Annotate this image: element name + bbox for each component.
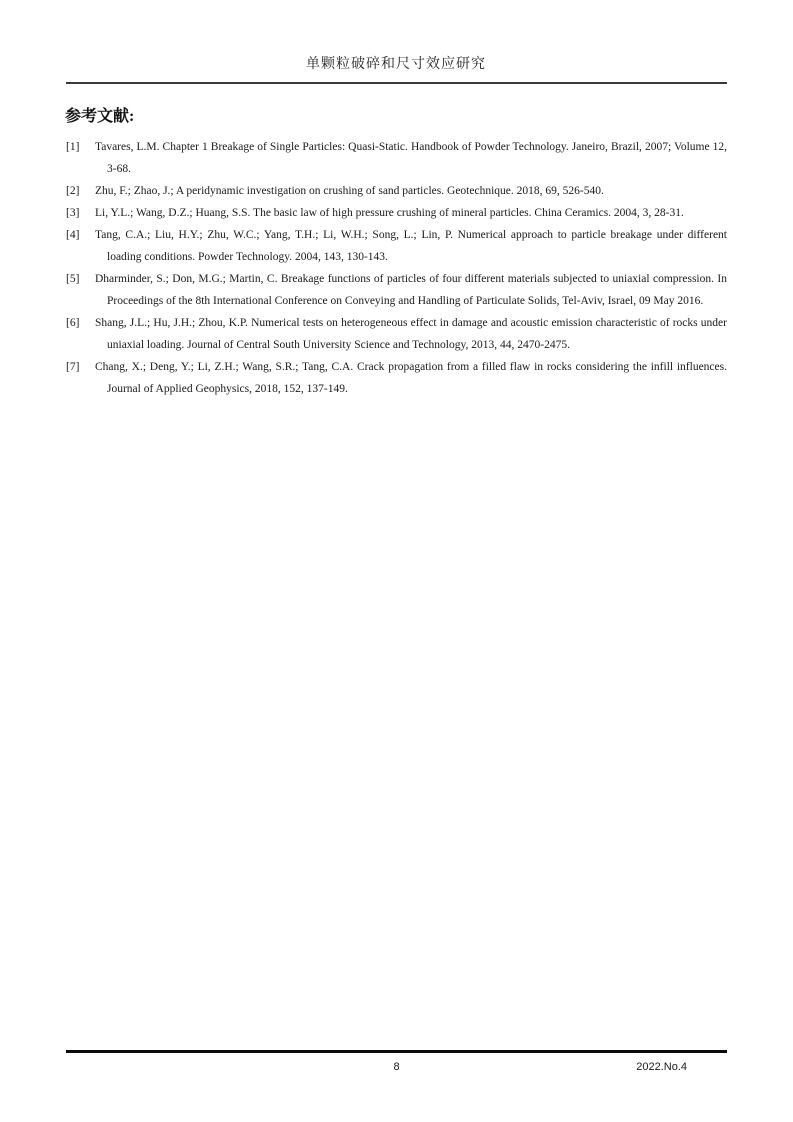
header-rule — [66, 82, 727, 84]
footer-rule — [66, 1050, 727, 1053]
reference-text: Chang, X.; Deng, Y.; Li, Z.H.; Wang, S.R.; Tang, C.A. Crack propagation from a filled flaw in rocks considering the infill influences. Journal of Applied Geophysics, 2018, 152, 137-149. — [95, 361, 727, 395]
reference-number: [2] — [66, 185, 80, 197]
reference-text: Tang, C.A.; Liu, H.Y.; Zhu, W.C.; Yang, T.H.; Li, W.H.; Song, L.; Lin, P. Numerical approach to particle breakage under different loading conditions. Powder Technology. 2004, 143, 130-143. — [95, 229, 727, 263]
references-list — [66, 136, 727, 400]
reference-item — [66, 224, 727, 268]
reference-number: [6] — [66, 317, 80, 329]
reference-number: [1] — [66, 141, 80, 153]
reference-item — [66, 180, 727, 202]
reference-item — [66, 268, 727, 312]
running-header-title: 单颗粒破碎和尺寸效应研究 — [306, 57, 486, 72]
reference-number: [3] — [66, 207, 80, 219]
reference-item — [66, 356, 727, 400]
reference-number: [5] — [66, 273, 80, 285]
reference-number: [4] — [66, 229, 80, 241]
reference-item — [66, 136, 727, 180]
reference-text: Zhu, F.; Zhao, J.; A peridynamic investigation on crushing of sand particles. Geotechnique. 2018, 69, 526-540. — [95, 185, 604, 197]
reference-text: Li, Y.L.; Wang, D.Z.; Huang, S.S. The basic law of high pressure crushing of mineral particles. China Ceramics. 2004, 3, 28-31. — [95, 207, 684, 219]
reference-item — [66, 202, 727, 224]
references-heading: 参考文献: — [65, 108, 135, 125]
reference-text: Dharminder, S.; Don, M.G.; Martin, C. Breakage functions of particles of four different materials subjected to uniaxial compression. In Proceedings of the 8th International Conference on Conveying and Handling of Particulate Solids, Tel-Aviv, Israel, 09 May 2016. — [95, 273, 727, 307]
page-number: 8 — [393, 1061, 400, 1073]
reference-text: Tavares, L.M. Chapter 1 Breakage of Single Particles: Quasi-Static. Handbook of Powder Technology. Janeiro, Brazil, 2007; Volume 12, 3-68. — [95, 141, 727, 175]
reference-number: [7] — [66, 361, 80, 373]
reference-item — [66, 312, 727, 356]
issue-number: 2022.No.4 — [636, 1061, 687, 1073]
reference-text: Shang, J.L.; Hu, J.H.; Zhou, K.P. Numerical tests on heterogeneous effect in damage and acoustic emission characteristic of rocks under uniaxial loading. Journal of Central South University Science and Technology, 2013, 44, 2470-2475. — [95, 317, 727, 351]
